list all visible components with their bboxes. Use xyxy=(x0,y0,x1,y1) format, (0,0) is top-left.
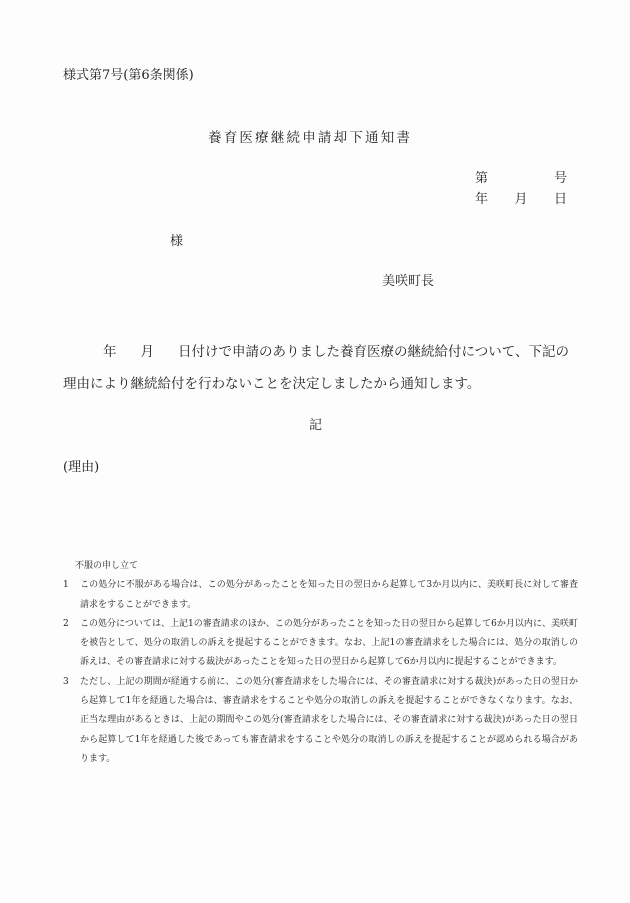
appeal-section xyxy=(63,557,578,769)
body-paragraph xyxy=(63,336,573,400)
appeal-item-number: 1 xyxy=(63,580,69,591)
document-number-line xyxy=(475,167,567,186)
appeal-item xyxy=(63,673,578,769)
appeal-item xyxy=(63,615,578,673)
body-year: 年 xyxy=(103,344,117,360)
addressee-suffix: 様 xyxy=(170,234,184,249)
appeal-item xyxy=(63,576,578,615)
appeal-heading: 不服の申し立て xyxy=(75,561,139,571)
form-number: 様式第7号(第6条関係) xyxy=(63,68,194,83)
body-month: 月 xyxy=(140,344,154,360)
date-month: 月 xyxy=(514,192,528,207)
date-year: 年 xyxy=(475,192,489,207)
document-title: 養育医療継続申請却下通知書 xyxy=(208,130,413,146)
issuer-name: 美咲町長 xyxy=(382,274,435,289)
number-prefix: 第 xyxy=(475,171,489,186)
document-date-line xyxy=(475,188,567,207)
appeal-item-text: この処分に不服がある場合は、この処分があったことを知った日の翌日から起算して3か月以内に、美咲町長に対して審査請求をすることができます。 xyxy=(80,580,578,610)
reason-label: (理由) xyxy=(63,460,100,475)
appeal-item-number: 3 xyxy=(63,676,69,687)
appeal-item-number: 2 xyxy=(63,618,69,629)
appeal-item-text: ただし、上記の期間が経過する前に、この処分(審査請求をした場合には、その審査請求に対する裁決)があった日の翌日から起算して1年を経過した場合は、審査請求をすることや処分の取消しの訴えを提起することができなくなります。なお、正当な理由があるときは、上記の期間やこの処分(審査請求をした場合には、その審査請求に対する裁決)があった日の翌日から起算して1年を経過した後であっても審査請求をすることや処分の取消しの訴えを提起することが認められる場合があります。 xyxy=(80,676,578,764)
date-day: 日 xyxy=(553,192,567,207)
appeal-item-text: この処分については、上記1の審査請求のほか、この処分があったことを知った日の翌日から起算して6か月以内に、美咲町を被告として、処分の取消しの訴えを提起することができます。なお、上記1の審査請求をした場合には、処分の取消しの訴えは、その審査請求に対する裁決があったことを知った日の翌日から起算して6か月以内に提起することができます。 xyxy=(80,618,578,668)
number-suffix: 号 xyxy=(553,171,567,186)
body-text: 日付けで申請のありました養育医療の継続給付について、下記の理由により継続給付を行わないことを決定しましたから通知します。 xyxy=(63,344,569,392)
ki-heading: 記 xyxy=(309,418,323,433)
